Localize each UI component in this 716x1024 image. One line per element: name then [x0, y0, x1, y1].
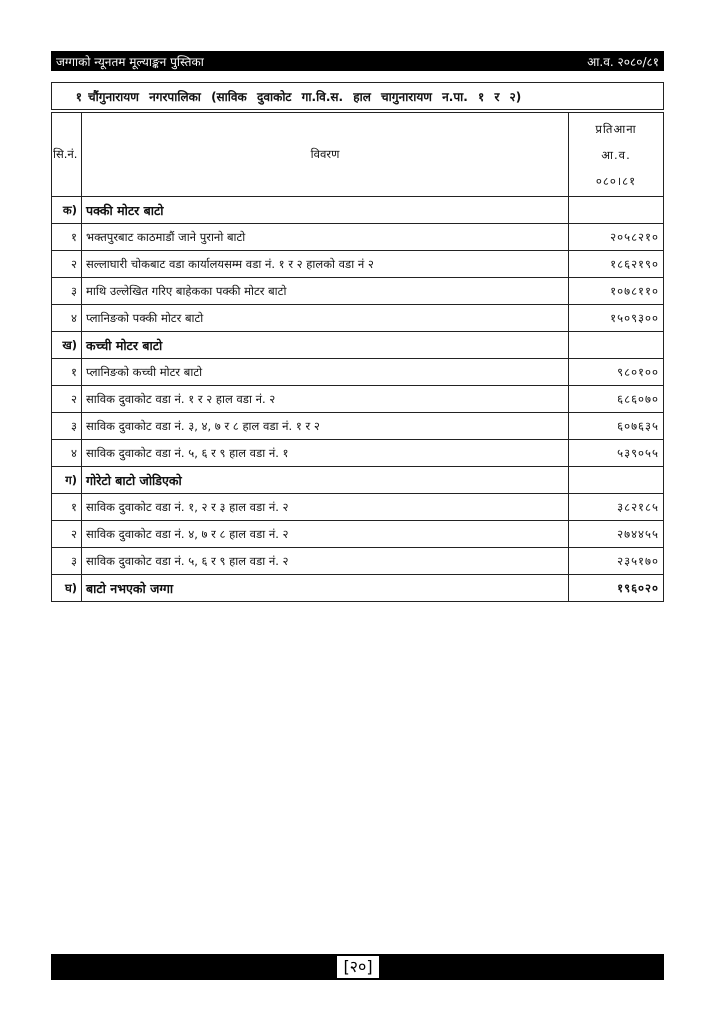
row-rate: २३५१७० — [569, 548, 664, 575]
page-header — [51, 51, 664, 71]
section-row — [52, 467, 664, 494]
table-row — [52, 413, 664, 440]
table-header-row — [52, 113, 664, 197]
row-rate: १०७८११० — [569, 278, 664, 305]
table-row — [52, 224, 664, 251]
rate-header-line-3: ०८०।८१ — [595, 173, 637, 188]
column-header-description: विवरण — [82, 113, 569, 197]
section-sn: घ) — [52, 575, 82, 602]
table-body — [52, 197, 664, 602]
row-rate: ६०७६३५ — [569, 413, 664, 440]
section-sn: ग) — [52, 467, 82, 494]
row-sn: २ — [52, 386, 82, 413]
row-description: साविक दुवाकोट वडा नं. ४, ७ र ८ हाल वडा नं. २ — [82, 521, 569, 548]
rate-header-line-1: प्रतिआना — [595, 121, 637, 136]
row-sn: १ — [52, 359, 82, 386]
table-row — [52, 278, 664, 305]
row-rate: ९८०१०० — [569, 359, 664, 386]
table-row — [52, 494, 664, 521]
row-sn: १ — [52, 494, 82, 521]
rate-header-line-2: आ.व. — [601, 147, 631, 162]
row-sn: ३ — [52, 548, 82, 575]
row-sn: ४ — [52, 305, 82, 332]
table-row — [52, 440, 664, 467]
row-sn: २ — [52, 251, 82, 278]
row-description: सल्लाघारी चोकबाट वडा कार्यालयसम्म वडा नं. १ र २ हालको वडा नं २ — [82, 251, 569, 278]
section-rate — [569, 332, 664, 359]
row-description: साविक दुवाकोट वडा नं. ५, ६ र ९ हाल वडा नं. २ — [82, 548, 569, 575]
row-rate: ५३९०५५ — [569, 440, 664, 467]
row-rate: १८६२१९० — [569, 251, 664, 278]
row-description: साविक दुवाकोट वडा नं. ५, ६ र ९ हाल वडा नं. १ — [82, 440, 569, 467]
row-description: साविक दुवाकोट वडा नं. १, २ र ३ हाल वडा नं. २ — [82, 494, 569, 521]
row-rate: २०५८२१० — [569, 224, 664, 251]
row-description: माथि उल्लेखित गरिए बाहेकका पक्की मोटर बाटो — [82, 278, 569, 305]
row-sn: ३ — [52, 278, 82, 305]
row-sn: १ — [52, 224, 82, 251]
section-rate: १९६०२० — [569, 575, 664, 602]
section-row — [52, 332, 664, 359]
row-rate: २७४४५५ — [569, 521, 664, 548]
header-fiscal-year: आ.व. २०८०/८१ — [587, 54, 659, 69]
table-row — [52, 359, 664, 386]
header-book-title: जग्गाको न्यूनतम मूल्याङ्कन पुस्तिका — [56, 54, 204, 69]
row-sn: ३ — [52, 413, 82, 440]
page-number: [२०] — [337, 956, 379, 978]
municipality-title-row — [51, 82, 664, 110]
section-rate — [569, 467, 664, 494]
section-title: पक्की मोटर बाटो — [82, 197, 569, 224]
row-sn: २ — [52, 521, 82, 548]
section-sn: ख) — [52, 332, 82, 359]
table-row — [52, 521, 664, 548]
section-title: कच्ची मोटर बाटो — [82, 332, 569, 359]
section-row — [52, 575, 664, 602]
table-row — [52, 548, 664, 575]
row-rate: ३८२१८५ — [569, 494, 664, 521]
row-description: प्लानिङको कच्ची मोटर बाटो — [82, 359, 569, 386]
section-sn: क) — [52, 197, 82, 224]
table-row — [52, 305, 664, 332]
table-row — [52, 386, 664, 413]
section-title: बाटो नभएको जग्गा — [82, 575, 569, 602]
row-rate: १५०९३०० — [569, 305, 664, 332]
row-description: साविक दुवाकोट वडा नं. ३, ४, ७ र ८ हाल वडा नं. १ र २ — [82, 413, 569, 440]
row-sn: ४ — [52, 440, 82, 467]
section-rate — [569, 197, 664, 224]
row-description: भक्तपुरबाट काठमाडौं जाने पुरानो बाटो — [82, 224, 569, 251]
section-title: गोरेटो बाटो जोडिएको — [82, 467, 569, 494]
row-description: साविक दुवाकोट वडा नं. १ र २ हाल वडा नं. २ — [82, 386, 569, 413]
row-description: प्लानिङको पक्की मोटर बाटो — [82, 305, 569, 332]
land-rate-table — [51, 112, 664, 602]
row-rate: ६८६०७० — [569, 386, 664, 413]
municipality-title: चौंगुनारायण नगरपालिका (साविक दुवाकोट गा.वि.स. हाल चागुनारायण न.पा. १ र २) — [88, 89, 522, 104]
column-header-sn: सि.नं. — [52, 113, 82, 197]
table-row — [52, 251, 664, 278]
column-header-rate — [569, 113, 664, 197]
section-row — [52, 197, 664, 224]
municipality-number: १ — [75, 89, 82, 104]
